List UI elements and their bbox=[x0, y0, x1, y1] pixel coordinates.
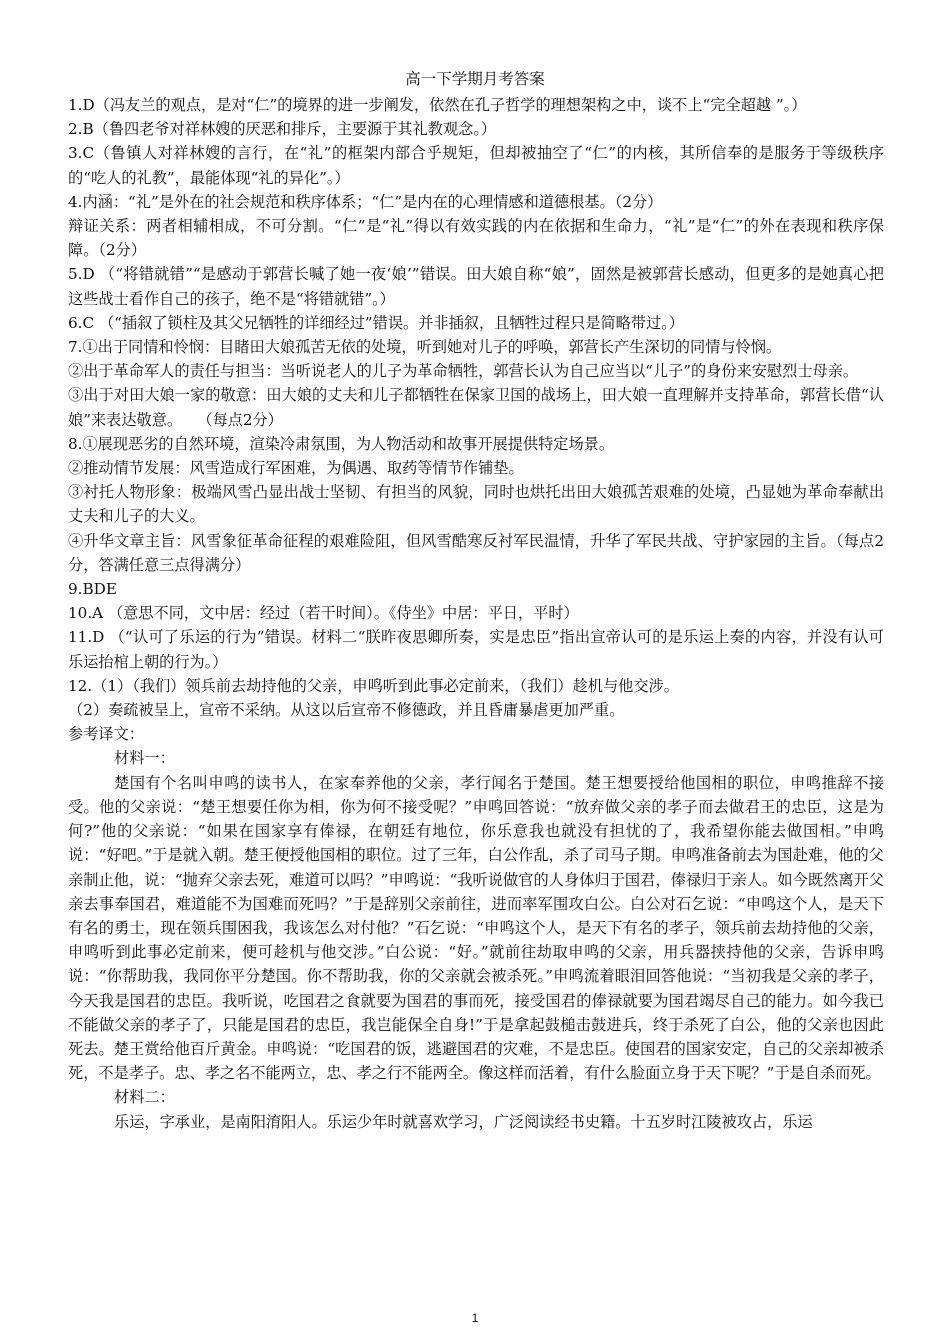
answer-content bbox=[68, 93, 884, 1134]
answer-10: 10.A （意思不同，文中居：经过（若干时间）。《侍坐》中居：平日，平时） bbox=[68, 604, 579, 623]
answer-8-point-3: ③衬托人物形象：极端风雪凸显出战士坚韧、有担当的风貌，同时也烘托出田大娘孤苦艰难的处境，凸显她为革命奉献出丈夫和儿子的大义。 bbox=[68, 483, 884, 526]
answer-8-point-2: ②推动情节发展：风雪造成行军困难，为偶遇、取药等情节作铺垫。 bbox=[68, 459, 524, 478]
answer-7-point-2: ②出于革命军人的责任与担当：当听说老人的儿子为革命牺牲，郭营长认为自己应当以“儿子”的身份来安慰烈士母亲。 bbox=[68, 362, 859, 381]
answer-7-point-3: ③出于对田大娘一家的敬意：田大娘的丈夫和儿子都牺牲在保家卫国的战场上，田大娘一直理解并支持革命，郭营长借“认娘”来表达敬意。 （每点2分） bbox=[68, 386, 884, 429]
answer-12-part-1: 12.（1）（我们）领兵前去劫持他的父亲，申鸣听到此事必定前来，（我们）趁机与他交涉。 bbox=[68, 676, 679, 695]
material-1-translation: 楚国有个名叫申鸣的读书人，在家奉养他的父亲，孝行闻名于楚国。楚王想要授给他国相的职位，申鸣推辞不接受。他的父亲说：“楚王想要任你为相，你为何不接受呢？”申鸣回答说：“放弃做父亲的孝子而去做君王的忠臣，这是为何?”他的父亲说：“如果在国家享有俸禄，在朝廷有地位，你乐意我也就没有担忧的了，我希望你能去做国相。”申鸣说：“好吧。”于是就入朝。楚王便授他国相的职位。过了三年，白公作乱，杀了司马子期。申鸣准备前去为国赴难，他的父亲制止他，说：“抛弃父亲去死，难道可以吗？”申鸣说：“我听说做官的人身体归于国君，俸禄归于亲人。如今既然离开父亲去事奉国君，难道能不为国难而死吗？”于是辞别父亲前往，进而率军围攻白公。白公对石乞说：“申鸣这个人，是天下有名的勇士，现在领兵围困我，我该怎么对付他？”石乞说：“申鸣这个人，是天下有名的孝子，领兵前去劫持他的父亲，申鸣听到此事必定前来，便可趁机与他交涉。”白公说：“好。”就前往劫取申鸣的父亲，用兵器挟持他的父亲，告诉申鸣说：“你帮助我，我同你平分楚国。你不帮助我，你的父亲就会被杀死。”申鸣流着眼泪回答他说：“当初我是父亲的孝子，今天我是国君的忠臣。我听说，吃国君之食就要为国君的事而死，接受国君的俸禄就要为国君竭尽自己的能力。如今我已不能做父亲的孝子了，只能是国君的忠臣，我岂能保全自身!”于是拿起鼓槌击鼓进兵，终于杀死了白公，他的父亲也因此死去。楚王赏给他百斤黄金。申鸣说：“吃国君的饭，逃避国君的灾难，不是忠臣。使国君的国家安定，自己的父亲却被杀死，不是孝子。忠、孝之名不能两立，忠、孝之行不能两全。像这样而活着，有什么脸面立身于天下呢？”于是自杀而死。 bbox=[68, 773, 884, 1083]
page-title: 高一下学期月考答案 bbox=[405, 70, 545, 88]
answer-11: 11.D （“认可了乐运的行为”错误。材料二“朕昨夜思卿所奏，实是忠臣”指出宣帝认可的是乐运上奏的内容，并没有认可乐运抬棺上朝的行为。） bbox=[68, 628, 884, 671]
answer-6: 6.C （“插叙了锁柱及其父兄牺牲的详细经过”错误。并非插叙，且牺牲过程只是简略带过。） bbox=[68, 313, 684, 332]
material-1-heading: 材料一： bbox=[114, 749, 175, 768]
material-2-translation: 乐运，字承业，是南阳淯阳人。乐运少年时就喜欢学习，广泛阅读经书史籍。十五岁时江陵被攻占，乐运 bbox=[114, 1112, 813, 1131]
answer-9: 9.BDE bbox=[68, 580, 117, 599]
answer-1: 1.D（冯友兰的观点，是对“仁”的境界的进一步阐发，依然在孔子哲学的理想架构之中，谈不上“完全超越 ”。） bbox=[68, 96, 807, 114]
answer-3: 3.C（鲁镇人对祥林嫂的言行，在“礼”的框架内部合乎规矩，但却被抽空了“仁”的内核，其所信奉的是服务于等级秩序的“吃人的礼教”，最能体现“礼的异化”。） bbox=[68, 144, 884, 187]
material-2-heading: 材料二： bbox=[114, 1088, 175, 1107]
answer-7-point-1: 7.①出于同情和怜悯：目睹田大娘孤苦无依的处境，听到她对儿子的呼唤，郭营长产生深切的同情与怜悯。 bbox=[68, 338, 782, 357]
answer-4-meaning: 4.内涵：“礼”是外在的社会规范和秩序体系；“仁”是内在的心理情感和道德根基。（2分） bbox=[68, 192, 663, 211]
answer-2: 2.B（鲁四老爷对祥林嫂的厌恶和排斥，主要源于其礼教观念。） bbox=[68, 120, 497, 139]
page-number: 1 bbox=[471, 1311, 479, 1325]
answer-4-relation: 辩证关系：两者相辅相成，不可分割。“仁”是“礼”得以有效实践的内在依据和生命力，“礼”是“仁”的外在表现和秩序保障。（2分） bbox=[68, 217, 884, 260]
translation-heading: 参考译文： bbox=[68, 725, 144, 744]
answer-5: 5.D （“将错就错”“是感动于郭营长喊了她一夜‘娘’”错误。田大娘自称“娘”，固然是被郭营长感动，但更多的是她真心把这些战士看作自己的孩子，绝不是“将错就错”。） bbox=[68, 265, 884, 308]
answer-8-point-1: 8.①展现恶劣的自然环境，渲染冷肃氛围，为人物活动和故事开展提供特定场景。 bbox=[68, 434, 615, 453]
answer-8-point-4: ④升华文章主旨：风雪象征革命征程的艰难险阻，但风雪酷寒反衬军民温情，升华了军民共战、守护家园的主旨。（每点2分，答满任意三点得满分） bbox=[68, 531, 884, 574]
answer-12-part-2: （2）奏疏被呈上，宣帝不采纳。从这以后宣帝不修德政，并且昏庸暴虐更加严重。 bbox=[68, 701, 625, 720]
